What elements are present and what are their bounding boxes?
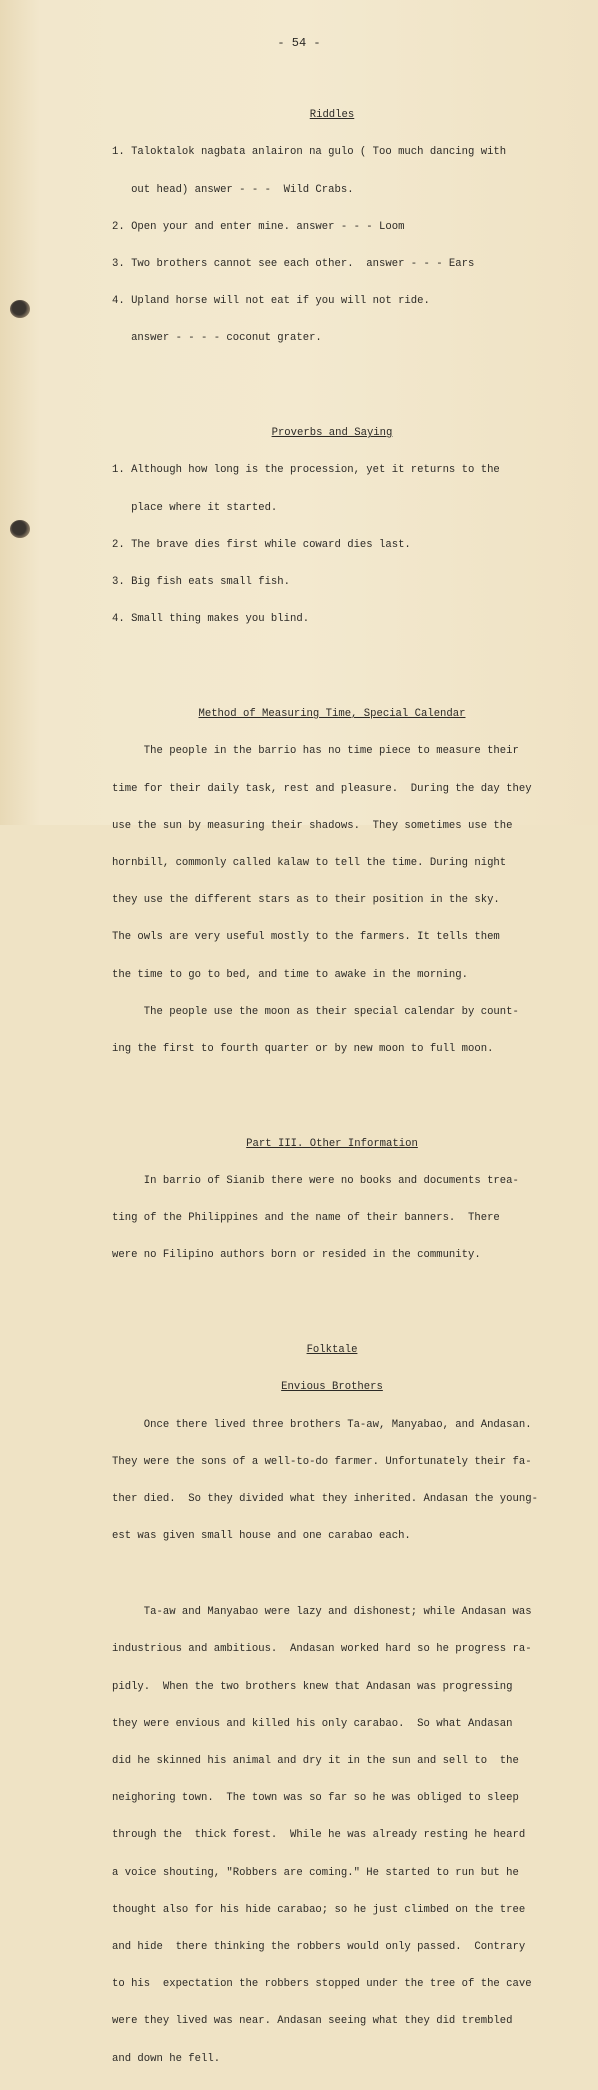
method-heading: Method of Measuring Time, Special Calendar	[198, 708, 466, 721]
part3-line: In barrio of Sianib there were no books and documents trea-	[112, 1174, 519, 1187]
folktale-line: neighoring town. The town was so far so he was obliged to sleep	[112, 1792, 519, 1805]
punch-hole-top	[10, 300, 30, 318]
proverbs-line: 4. Small thing makes you blind.	[112, 613, 310, 626]
proverbs-line: place where it started.	[112, 501, 278, 514]
folktale-subheading: Envious Brothers	[281, 1381, 383, 1394]
folktale-line: and down he fell.	[112, 2052, 221, 2065]
folktale-line: through the thick forest. While he was already resting he heard	[112, 1829, 526, 1842]
method-line: the time to go to bed, and time to awake in the morning.	[112, 968, 469, 981]
proverbs-line: 2. The brave dies first while coward dies last.	[112, 538, 411, 551]
folktale-line: to his expectation the robbers stopped under the tree of the cave	[112, 1978, 532, 1991]
riddles-line: 4. Upland horse will not eat if you will not ride.	[112, 295, 430, 308]
folktale-heading: Folktale	[306, 1344, 358, 1357]
method-line: The people use the moon as their special calendar by count-	[112, 1005, 519, 1018]
page-content	[112, 72, 552, 2090]
riddles-line: answer - - - - coconut grater.	[112, 332, 322, 345]
method-line: hornbill, commonly called kalaw to tell the time. During night	[112, 856, 507, 869]
punch-hole-bottom	[10, 520, 30, 538]
riddles-line: 3. Two brothers cannot see each other. answer - - - Ears	[112, 258, 475, 271]
folktale-line: thought also for his hide carabao; so he just climbed on the tree	[112, 1903, 526, 1916]
method-line: ing the first to fourth quarter or by new moon to full moon.	[112, 1042, 494, 1055]
riddles-heading: Riddles	[309, 109, 355, 122]
folktale-line: Once there lived three brothers Ta-aw, Manyabao, and Andasan.	[112, 1418, 532, 1431]
riddles-line: out head) answer - - - Wild Crabs.	[112, 183, 354, 196]
method-line: use the sun by measuring their shadows. They sometimes use the	[112, 819, 513, 832]
folktale-line: pidly. When the two brothers knew that Andasan was progressing	[112, 1680, 513, 1693]
riddles-line: 1. Taloktalok nagbata anlairon na gulo ( Too much dancing with	[112, 146, 507, 159]
folktale-line: a voice shouting, "Robbers are coming." He started to run but he	[112, 1866, 519, 1879]
proverbs-heading: Proverbs and Saying	[271, 427, 393, 440]
riddles-line: 2. Open your and enter mine. answer - - - Loom	[112, 220, 405, 233]
folktale-line: and hide there thinking the robbers would only passed. Contrary	[112, 1941, 526, 1954]
proverbs-line: 1. Although how long is the procession, yet it returns to the	[112, 464, 500, 477]
folktale-line: They were the sons of a well-to-do farmer. Unfortunately their fa-	[112, 1455, 532, 1468]
method-line: they use the different stars as to their position in the sky.	[112, 894, 500, 907]
part3-heading: Part III. Other Information	[246, 1137, 418, 1150]
folktale-line: were they lived was near. Andasan seeing what they did trembled	[112, 2015, 513, 2028]
part3-line: ting of the Philippines and the name of their banners. There	[112, 1212, 500, 1225]
method-line: The people in the barrio has no time piece to measure their	[112, 745, 519, 758]
proverbs-line: 3. Big fish eats small fish.	[112, 576, 291, 589]
folktale-line: ther died. So they divided what they inherited. Andasan the young-	[112, 1493, 538, 1506]
part3-line: were no Filipino authors born or resided in the community.	[112, 1249, 481, 1262]
folktale-line: industrious and ambitious. Andasan worked hard so he progress ra-	[112, 1643, 532, 1656]
method-line: The owls are very useful mostly to the farmers. It tells them	[112, 931, 500, 944]
folktale-line: they were envious and killed his only carabao. So what Andasan	[112, 1717, 513, 1730]
method-line: time for their daily task, rest and pleasure. During the day they	[112, 782, 532, 795]
folktale-line: Ta-aw and Manyabao were lazy and dishonest; while Andasan was	[112, 1606, 532, 1619]
folktale-line: did he skinned his animal and dry it in the sun and sell to the	[112, 1755, 519, 1768]
folktale-line: est was given small house and one carabao each.	[112, 1530, 411, 1543]
page-number: - 54 -	[277, 36, 321, 50]
